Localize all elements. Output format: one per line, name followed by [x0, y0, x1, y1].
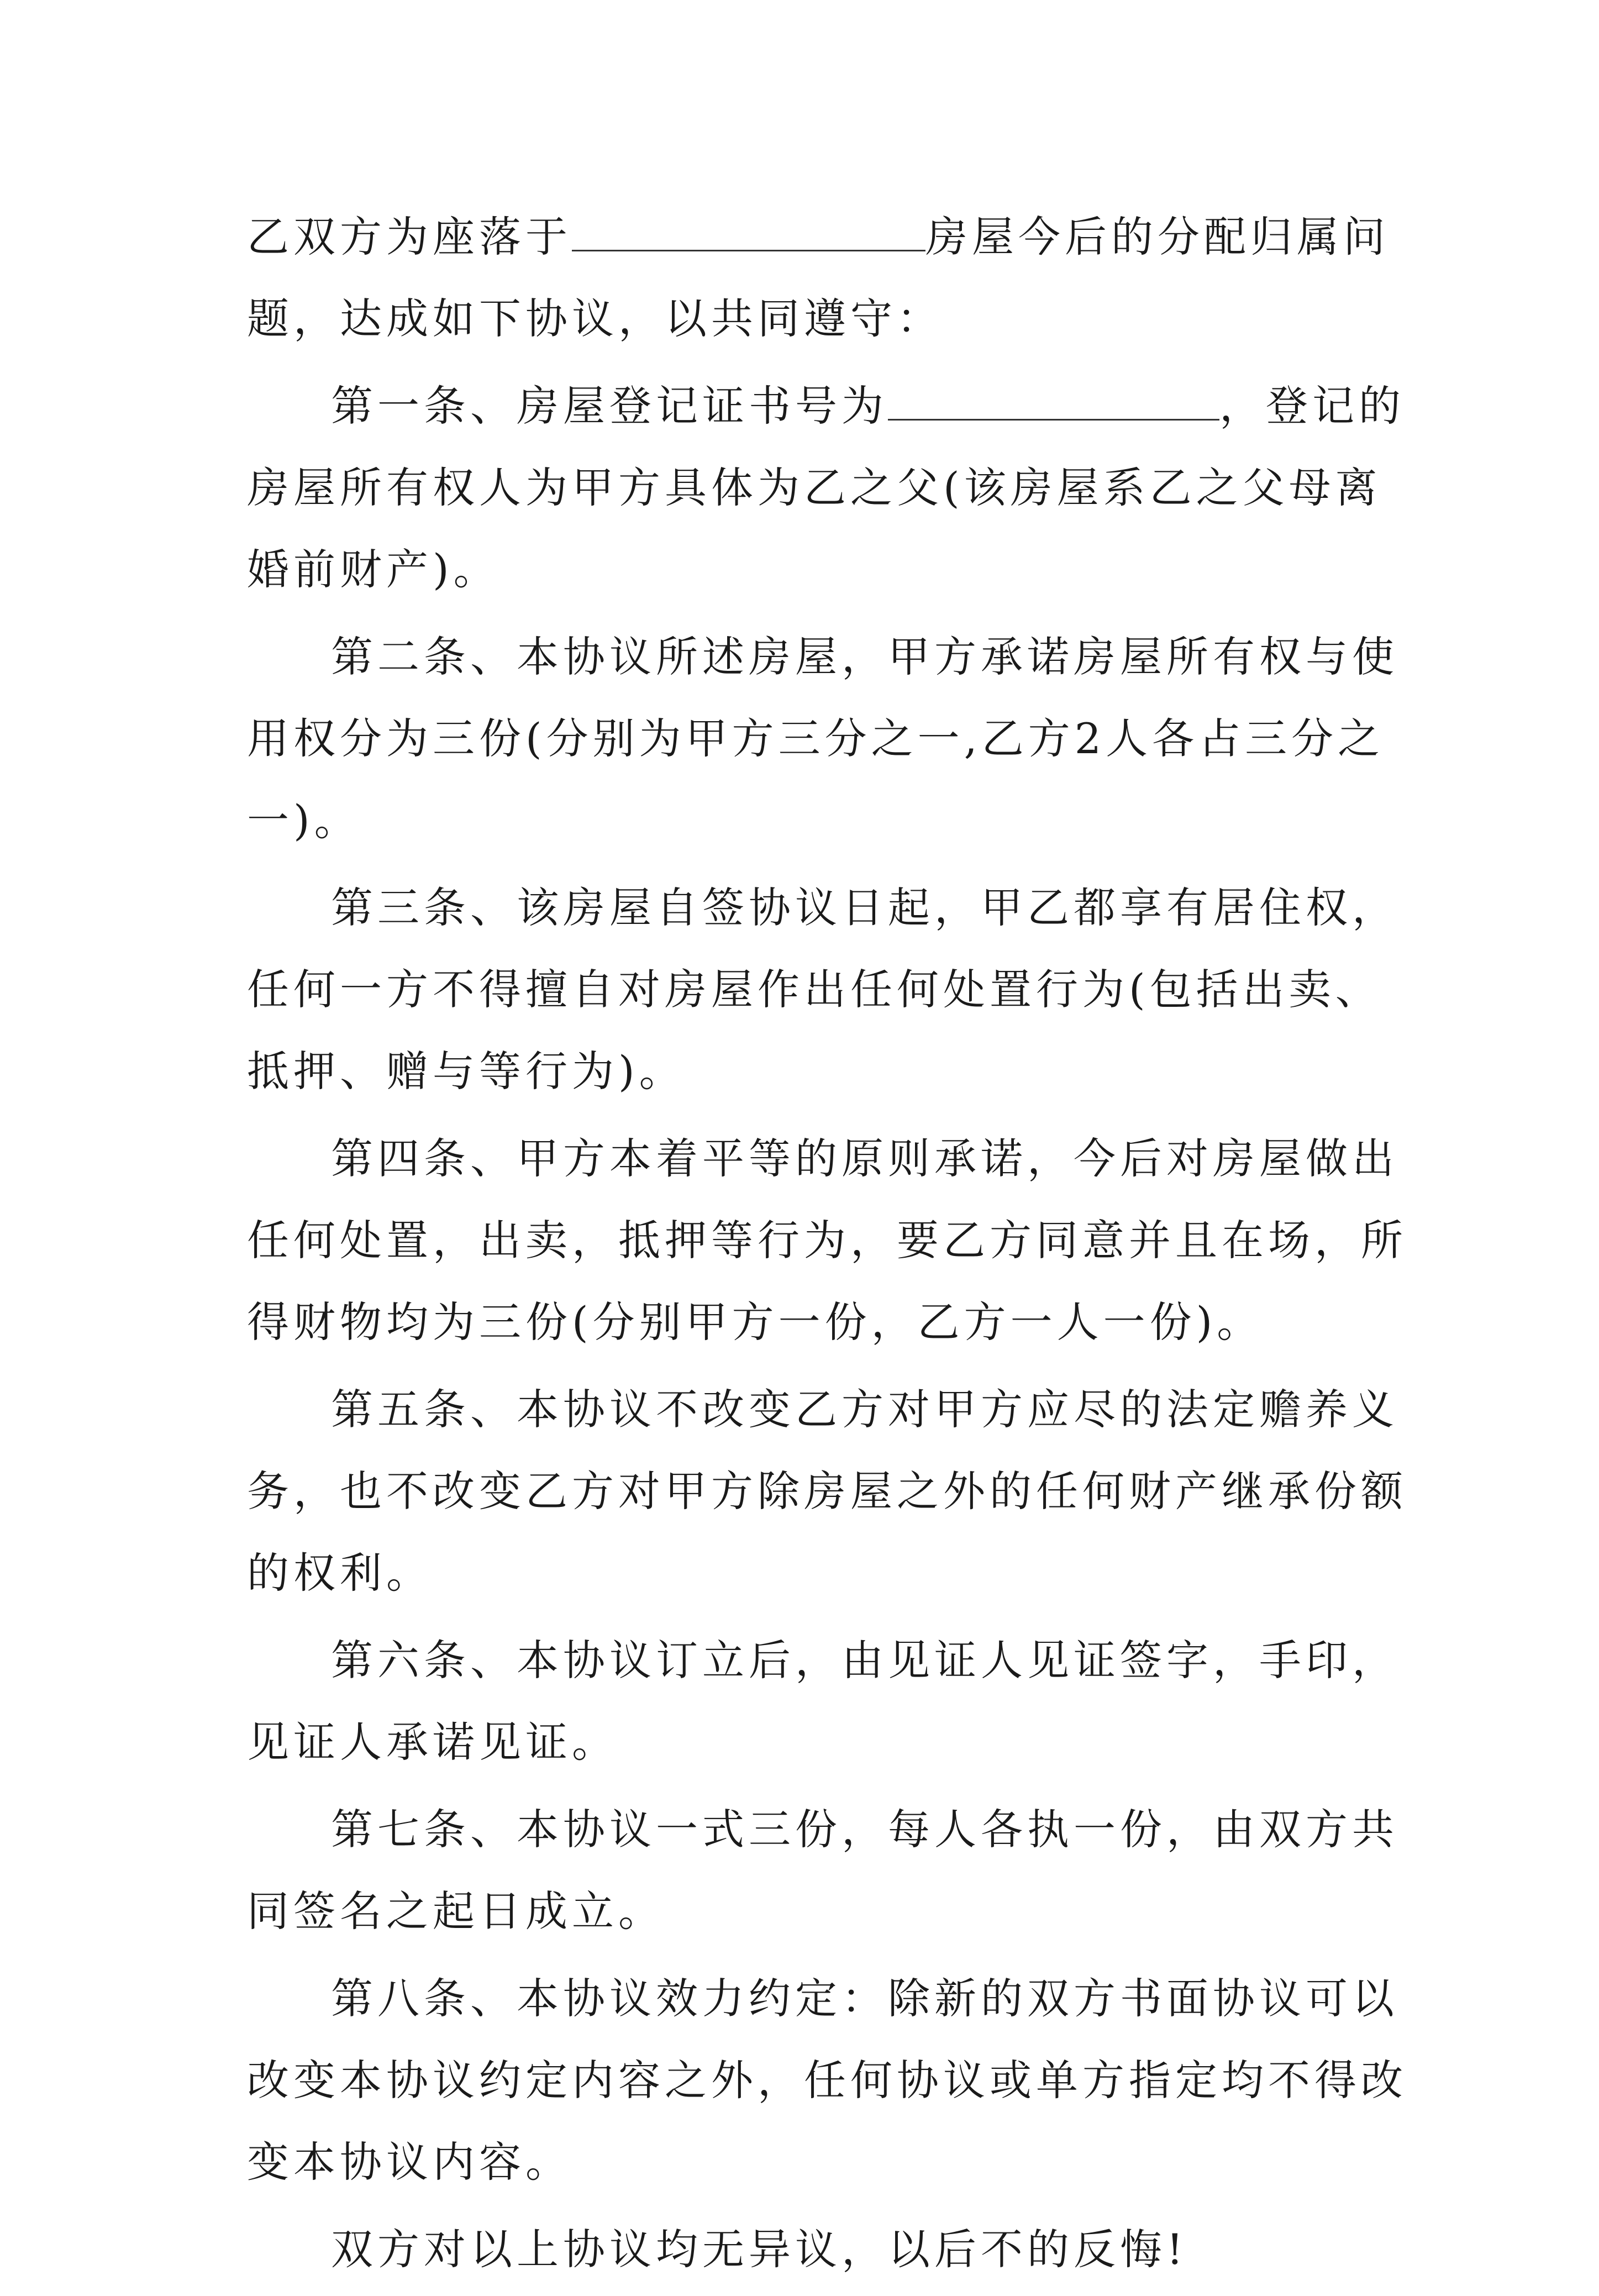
article-1-text-end: ，登记的房屋所有权人为甲方具体为乙之父(该房屋系乙之父母离婚前财产)。	[247, 381, 1405, 594]
article-5-paragraph: 第五条、本协议不改变乙方对甲方应尽的法定赡养义务，也不改变乙方对甲方除房屋之外的任何财产继承份额的权利。	[247, 1385, 1407, 1598]
article-4-paragraph: 第四条、甲方本着平等的原则承诺，今后对房屋做出任何处置，出卖，抵押等行为，要乙方同意并且在场，所得财物均为三份(分别甲方一份，乙方一人一份)。	[247, 1134, 1407, 1347]
article-3-paragraph: 第三条、该房屋自签协议日起，甲乙都享有居住权，任何一方不得擅自对房屋作出任何处置行为(包括出卖、抵押、赠与等行为)。	[247, 883, 1398, 1096]
intro-paragraph	[247, 196, 1407, 360]
article-1-text-start: 第一条、房屋登记证书号为	[331, 381, 888, 430]
agreement-body	[247, 196, 1407, 2296]
article-7-paragraph: 第七条、本协议一式三份，每人各执一份，由双方共同签名之起日成立。	[247, 1805, 1398, 1936]
intro-text-end: 房屋今后的分配归属问题，达成如下协议，以共同遵守：	[247, 212, 1390, 343]
article-6-paragraph: 第六条、本协议订立后，由见证人见证签字，手印，见证人承诺见证。	[247, 1636, 1398, 1767]
certificate-number-blank	[888, 386, 1219, 421]
intro-text-start: 乙双方为座落于	[247, 212, 572, 261]
article-1-paragraph	[247, 365, 1407, 611]
property-location-blank	[572, 217, 925, 251]
article-8-paragraph: 第八条、本协议效力约定：除新的双方书面协议可以改变本协议约定内容之外，任何协议或单方指定均不得改变本协议内容。	[247, 1974, 1407, 2187]
article-2-paragraph: 第二条、本协议所述房屋，甲方承诺房屋所有权与使用权分为三份(分别为甲方三分之一,乙方2人各占三分之一)。	[247, 632, 1398, 845]
closing-paragraph: 双方对以上协议均无异议，以后不的反悔!	[331, 2225, 1188, 2274]
